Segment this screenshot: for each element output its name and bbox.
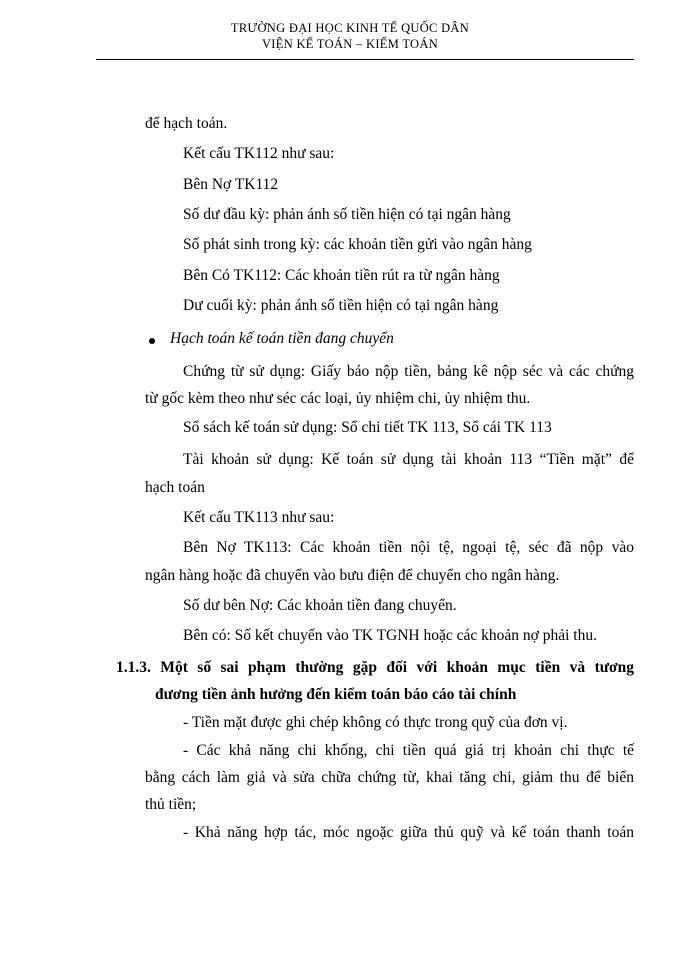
header-university: TRƯỜNG ĐẠI HỌC KINH TẾ QUỐC DÂN <box>230 21 470 35</box>
paragraph-line: Số dư bên Nợ: Các khoản tiền đang chuyển. <box>183 597 457 614</box>
paragraph-line: Sổ sách kế toán sử dụng: Sổ chi tiết TK 113, Sổ cái TK 113 <box>183 419 552 436</box>
paragraph-line: Bên Nợ TK113: Các khoản tiền nội tệ, ngoại tệ, séc đã nộp vào <box>183 539 634 556</box>
paragraph-line: Bên Nợ TK112 <box>183 176 279 193</box>
paragraph-line: từ gốc kèm theo như séc các loại, ủy nhiệm chi, ủy nhiệm thu. <box>145 390 531 407</box>
header-divider <box>96 59 634 60</box>
list-item: - Các khả năng chi khống, chi tiền quá giá trị khoản chi thực tế <box>183 742 634 759</box>
paragraph-line: bằng cách làm giả và sửa chữa chứng từ, khai tăng chi, giảm thu để biển <box>145 769 634 786</box>
paragraph-line: Chứng từ sử dụng: Giấy báo nộp tiền, bảng kê nộp séc và các chứng <box>183 363 634 380</box>
paragraph-line: Dư cuối kỳ: phản ánh số tiền hiện có tại ngân hàng <box>183 297 499 314</box>
list-item: - Tiền mặt được ghi chép không có thực trong quỹ của đơn vị. <box>183 714 568 731</box>
header-institute: VIỆN KẾ TOÁN – KIỂM TOÁN <box>261 37 439 51</box>
paragraph-line: để hạch toán. <box>145 115 228 132</box>
bullet-icon <box>149 338 155 344</box>
paragraph-line: Bên có: Số kết chuyển vào TK TGNH hoặc các khoản nợ phải thu. <box>183 627 597 644</box>
paragraph-line: Kết cấu TK113 như sau: <box>183 509 335 526</box>
paragraph-line: Số phát sinh trong kỳ: các khoản tiền gửi vào ngân hàng <box>183 236 532 253</box>
section-heading: 1.1.3. Một số sai phạm thường gặp đối với khoản mục tiền và tương <box>116 659 634 676</box>
paragraph-line: Bên Có TK112: Các khoản tiền rút ra từ ngân hàng <box>183 267 500 284</box>
page-header <box>0 20 700 52</box>
paragraph-line: Số dư đầu kỳ: phản ánh số tiền hiện có tại ngân hàng <box>183 206 511 223</box>
paragraph-line: Tài khoản sử dụng: Kế toán sử dụng tài khoản 113 “Tiền mặt” để <box>183 451 634 468</box>
paragraph-line: ngân hàng hoặc đã chuyển vào bưu điện để chuyển cho ngân hàng. <box>145 567 560 584</box>
paragraph-line: thủ tiền; <box>145 796 197 813</box>
paragraph-line: Kết cấu TK112 như sau: <box>183 145 335 162</box>
paragraph-line: hạch toán <box>145 479 205 496</box>
list-item: - Khả năng hợp tác, móc ngoặc giữa thủ quỹ và kế toán thanh toán <box>183 824 634 841</box>
section-subheading: Hạch toán kế toán tiền đang chuyển <box>170 330 394 347</box>
section-heading-cont: đương tiền ảnh hưởng đến kiểm toán báo cáo tài chính <box>155 686 517 703</box>
